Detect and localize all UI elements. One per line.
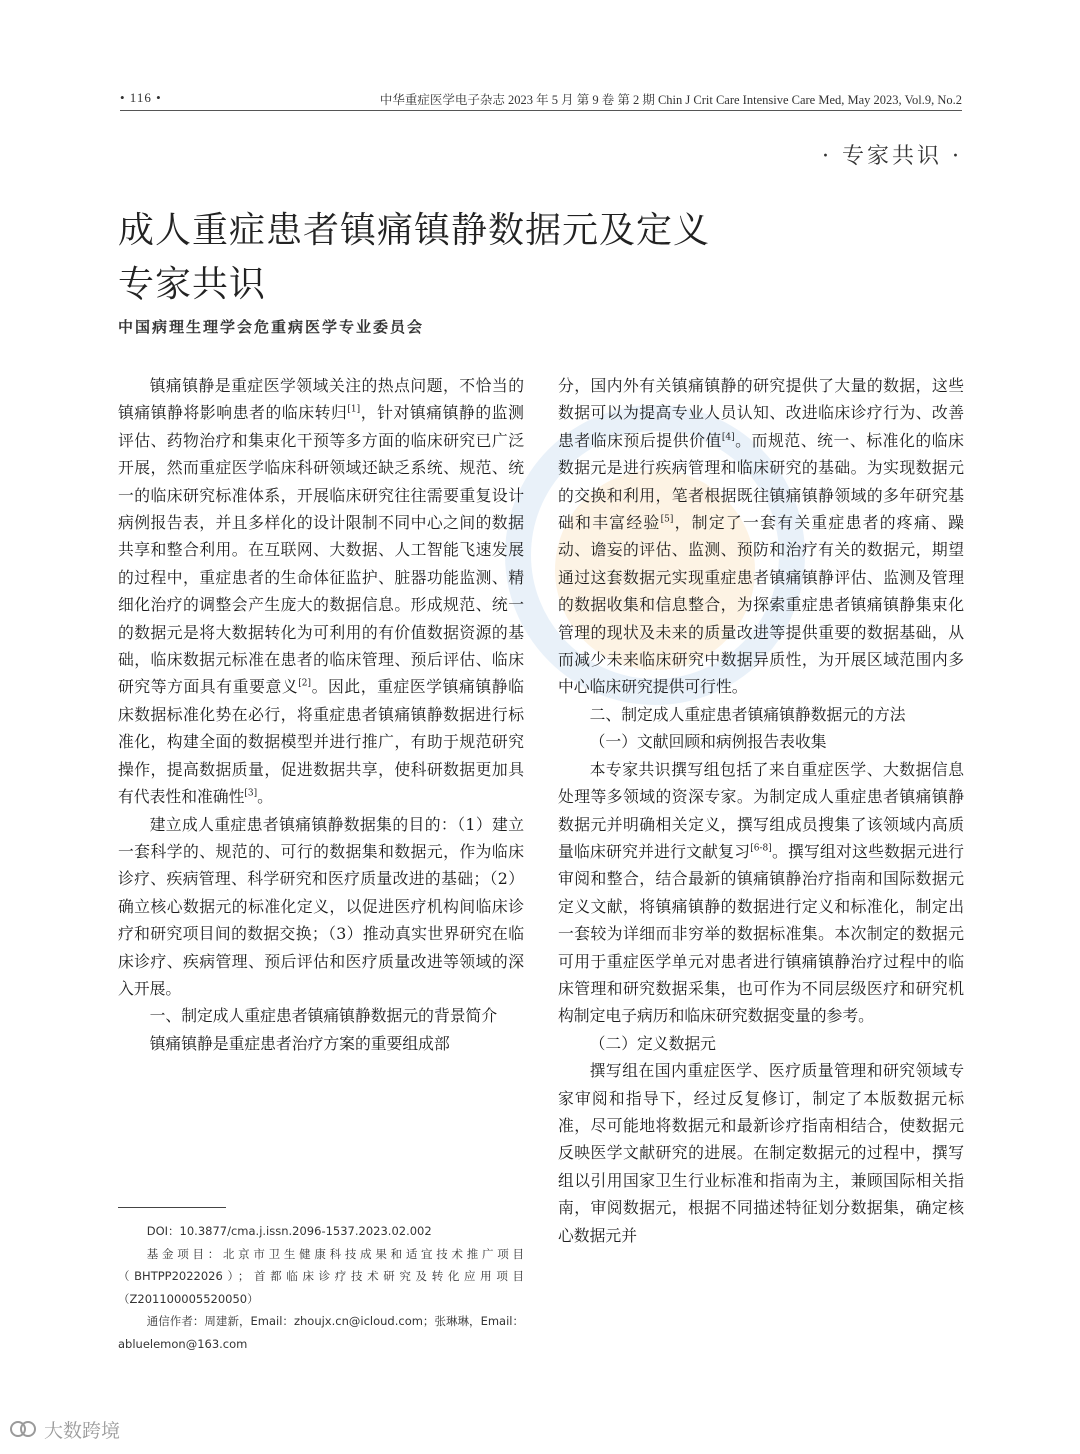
doi-line[interactable]: DOI：10.3877/cma.j.issn.2096-1537.2023.02.002 — [146, 1224, 432, 1238]
subsection-heading: （一）文献回顾和病例报告表收集 — [589, 732, 827, 752]
paragraph: 镇痛镇静是重症医学领域关注的热点问题，不恰当的镇痛镇静将影响患者的临床转归[1]，针对镇痛镇静的监测评估、药物治疗和集束化干预等多方面的临床研究已广泛开展，然而重症医学临床科研领域还缺乏系统、规范、统一的临床研究标准体系，开展临床研究往往需要重复设计病例报告表，并且多样化的设计限制不同中心之间的数据共享和整合利用。在互联网、大数据、人工智能飞速发展的过程中，重症患者的生命体征监护、脏器功能监测、精细化治疗的调整会产生庞大的数据信息。形成规范、统一的数据元是将大数据转化为可利用的有价值数据资源的基础，临床数据元标准在患者的临床管理、预后评估、临床研究等方面具有重要意义[2]。因此，重症医学镇痛镇静临床数据标准化势在必行，将重症患者镇痛镇静数据进行标准化，构建全面的数据模型并进行推广，有助于规范研究操作，提高数据质量，促进数据共享，使科研数据更加具有代表性和准确性[3]。 — [118, 376, 524, 807]
citation-ref[interactable]: [2] — [298, 679, 311, 690]
citation-ref[interactable]: [3] — [244, 788, 258, 799]
citation-ref[interactable]: [6-8] — [750, 843, 772, 854]
paragraph: 撰写组在国内重症医学、医疗质量管理和研究领域专家审阅和指导下，经过反复修订，制定了本版数据元标准，尽可能地将数据元和最新诊疗指南相结合，使数据元反映医学文献研究的进展。在制定数据元的过程中，撰写组以引用国家卫生行业标准和指南为主，兼顾国际相关指南，审阅数据元，根据不同描述特征划分数据集，确定核心数据元并 — [558, 1061, 964, 1245]
page-number: • 116 • — [120, 90, 162, 105]
citation-ref[interactable]: [4] — [721, 432, 735, 443]
paragraph: 本专家共识撰写组包括了来自重症医学、大数据信息处理等多领域的资深专家。为制定成人重症患者镇痛镇静数据元并明确相关定义，撰写组成员搜集了该领域内高质量临床研究并进行文献复习[6-8]。撰写组对这些数据元进行审阅和整合，结合最新的镇痛镇静治疗指南和国际数据元定义文献，将镇痛镇静的数据进行定义和标准化，制定出一套较为详细而非穷举的数据标准集。本次制定的数据元可用于重症医学单元对患者进行镇痛镇静治疗过程中的临床管理和研究数据采集，也可作为不同层级医疗和研究机构制定电子病历和临床研究数据变量的参考。 — [558, 759, 964, 1026]
footnote-rule — [118, 1207, 226, 1208]
journal-citation: 中华重症医学电子杂志 2023 年 5 月 第 9 卷 第 2 期 Chin J Crit Care Intensive Care Med, May 2023, Vol.9, No.2 — [379, 93, 962, 107]
header-rule — [120, 110, 962, 111]
fund-note: 基金项目：北京市卫生健康科技成果和适宜技术推广项目（BHTPP2022026）；首都临床诊疗技术研究及转化应用项目（Z201100005520050） — [118, 1246, 524, 1306]
brand-text: 大数跨境 — [44, 1419, 121, 1442]
author-organization: 中国病理生理学会危重病医学专业委员会 — [118, 318, 425, 336]
section-heading: 一、制定成人重症患者镇痛镇静数据元的背景简介 — [149, 1006, 498, 1026]
correspondence-note: 通信作者：周建新，Email：zhoujx.cn@icloud.com；张琳琳，Email：abluelemon@163.com — [118, 1314, 524, 1351]
citation-ref[interactable]: [1] — [347, 405, 361, 416]
right-column — [558, 372, 964, 1249]
subsection-heading: （二）定义数据元 — [589, 1033, 716, 1053]
paragraph: 镇痛镇静是重症患者治疗方案的重要组成部 — [149, 1033, 450, 1053]
section-tag: · 专家共识 · — [822, 144, 962, 169]
article-title — [118, 204, 818, 312]
citation-ref[interactable]: [5] — [660, 514, 674, 525]
brand-watermark — [8, 1414, 120, 1444]
title-line-1: 成人重症患者镇痛镇静数据元及定义 — [118, 210, 711, 251]
footnotes — [118, 1220, 524, 1355]
left-column — [118, 372, 524, 1057]
title-line-2: 专家共识 — [118, 264, 267, 305]
running-header — [120, 88, 962, 112]
section-heading: 二、制定成人重症患者镇痛镇静数据元的方法 — [589, 704, 906, 724]
paragraph: 分，国内外有关镇痛镇静的研究提供了大量的数据，这些数据可以为提高专业人员认知、改进临床诊疗行为、改善患者临床预后提供价值[4]。而规范、统一、标准化的临床数据元是进行疾病管理和临床研究的基础。为实现数据元的交换和利用，笔者根据既往镇痛镇静领域的多年研究基础和丰富经验[5]，制定了一套有关重症患者的疼痛、躁动、谵妄的评估、监测、预防和治疗有关的数据元，期望通过这套数据元实现重症患者镇痛镇静评估、监测及管理的数据收集和信息整合，为探索重症患者镇痛镇静集束化管理的现状及未来的质量改进等提供重要的数据基础，从而减少未来临床研究中数据异质性，为开展区域范围内多中心临床研究提供可行性。 — [558, 376, 964, 697]
paragraph: 建立成人重症患者镇痛镇静数据集的目的：（1）建立一套科学的、规范的、可行的数据集和数据元，作为临床诊疗、疾病管理、科学研究和医疗质量改进的基础；（2）确立核心数据元的标准化定义，以促进医疗机构间临床诊疗和研究项目间的数据交换；（3）推动真实世界研究在临床诊疗、疾病管理、预后评估和医疗质量改进等领域的深入开展。 — [118, 814, 524, 998]
brand-logo-icon — [8, 1417, 38, 1441]
